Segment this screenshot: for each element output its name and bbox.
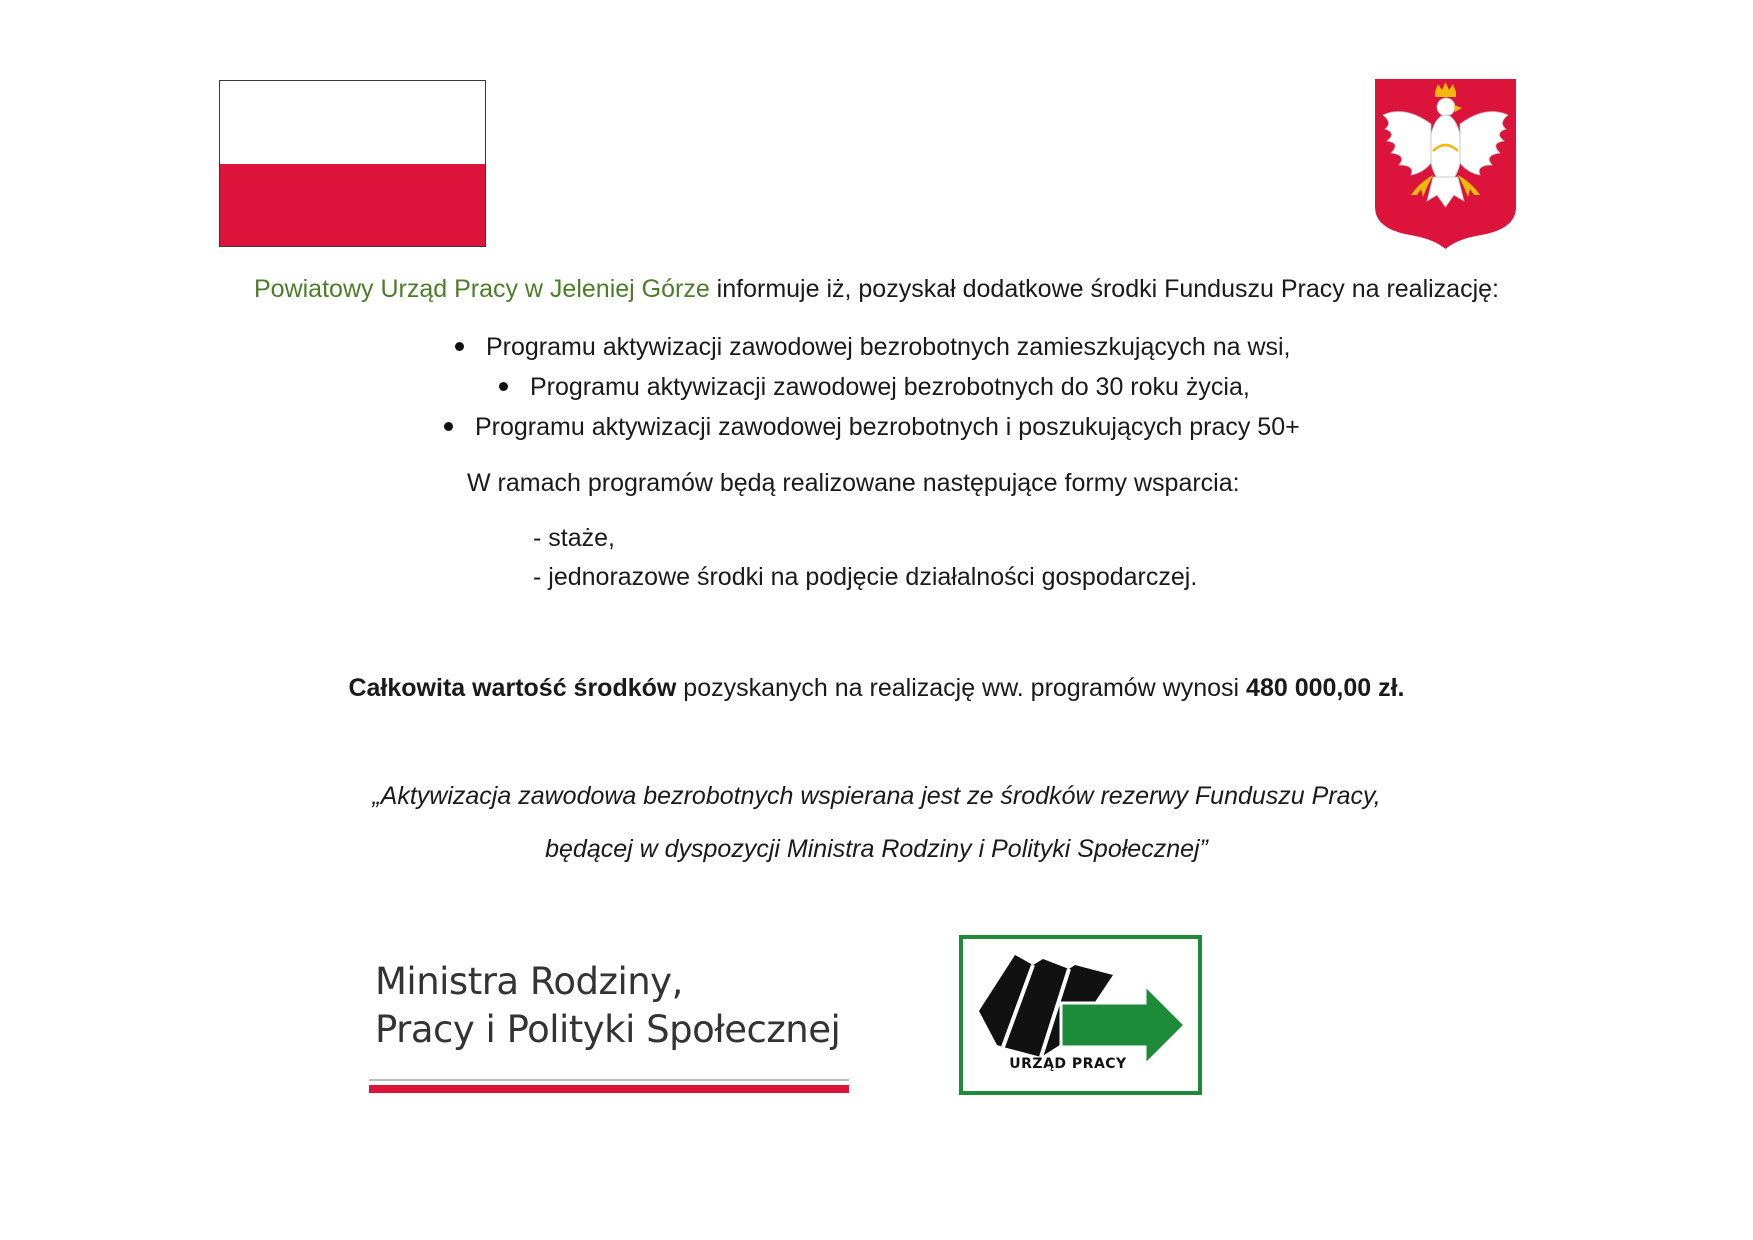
- white-eagle-emblem-icon: [1375, 79, 1516, 249]
- program-list-item: [444, 413, 1300, 442]
- total-value-sentence: [0, 674, 1753, 703]
- total-amount: 480 000,00 zł.: [1246, 674, 1405, 702]
- quote-line-2: będącej w dyspozycji Ministra Rodziny i Polityki Społecznej”: [545, 835, 1208, 863]
- ministry-logo-line-1: Ministra Rodziny,: [375, 960, 683, 1003]
- program-list-item: [499, 373, 1250, 402]
- support-forms-intro: W ramach programów będą realizowane następujące formy wsparcia:: [467, 469, 1240, 497]
- flag-white-stripe: [220, 81, 485, 164]
- support-form-item: - staże,: [533, 524, 615, 552]
- quote-line-1: „Aktywizacja zawodowa bezrobotnych wspierana jest ze środków rezerwy Funduszu Pracy,: [372, 782, 1381, 810]
- ministry-logo: [375, 958, 855, 1098]
- ministry-logo-red-bar: [369, 1085, 849, 1093]
- urzad-pracy-logo: [959, 935, 1202, 1095]
- program-label: Programu aktywizacji zawodowej bezrobotnych do 30 roku życia,: [530, 373, 1250, 401]
- program-list-item: [455, 333, 1291, 362]
- urzad-pracy-label: URZĄD PRACY: [1009, 1056, 1127, 1072]
- bullet-icon: [455, 342, 464, 351]
- total-text: pozyskanych na realizację ww. programów wynosi: [676, 674, 1247, 702]
- intro-text: informuje iż, pozyskał dodatkowe środki Funduszu Pracy na realizację:: [709, 275, 1499, 303]
- total-label: Całkowita wartość środków: [348, 674, 677, 702]
- polish-flag-icon: [219, 80, 486, 247]
- ministry-logo-grey-bar: [369, 1079, 849, 1081]
- program-label: Programu aktywizacji zawodowej bezrobotnych zamieszkujących na wsi,: [486, 333, 1291, 361]
- support-form-item: - jednorazowe środki na podjęcie działalności gospodarczej.: [533, 563, 1198, 591]
- ministry-logo-line-2: Pracy i Polityki Społecznej: [375, 1008, 841, 1051]
- bullet-icon: [444, 422, 453, 431]
- flag-red-stripe: [220, 164, 485, 247]
- office-name: Powiatowy Urząd Pracy w Jeleniej Górze: [254, 275, 710, 303]
- program-label: Programu aktywizacji zawodowej bezrobotnych i poszukujących pracy 50+: [475, 413, 1300, 441]
- intro-sentence: [0, 275, 1753, 304]
- bullet-icon: [499, 382, 508, 391]
